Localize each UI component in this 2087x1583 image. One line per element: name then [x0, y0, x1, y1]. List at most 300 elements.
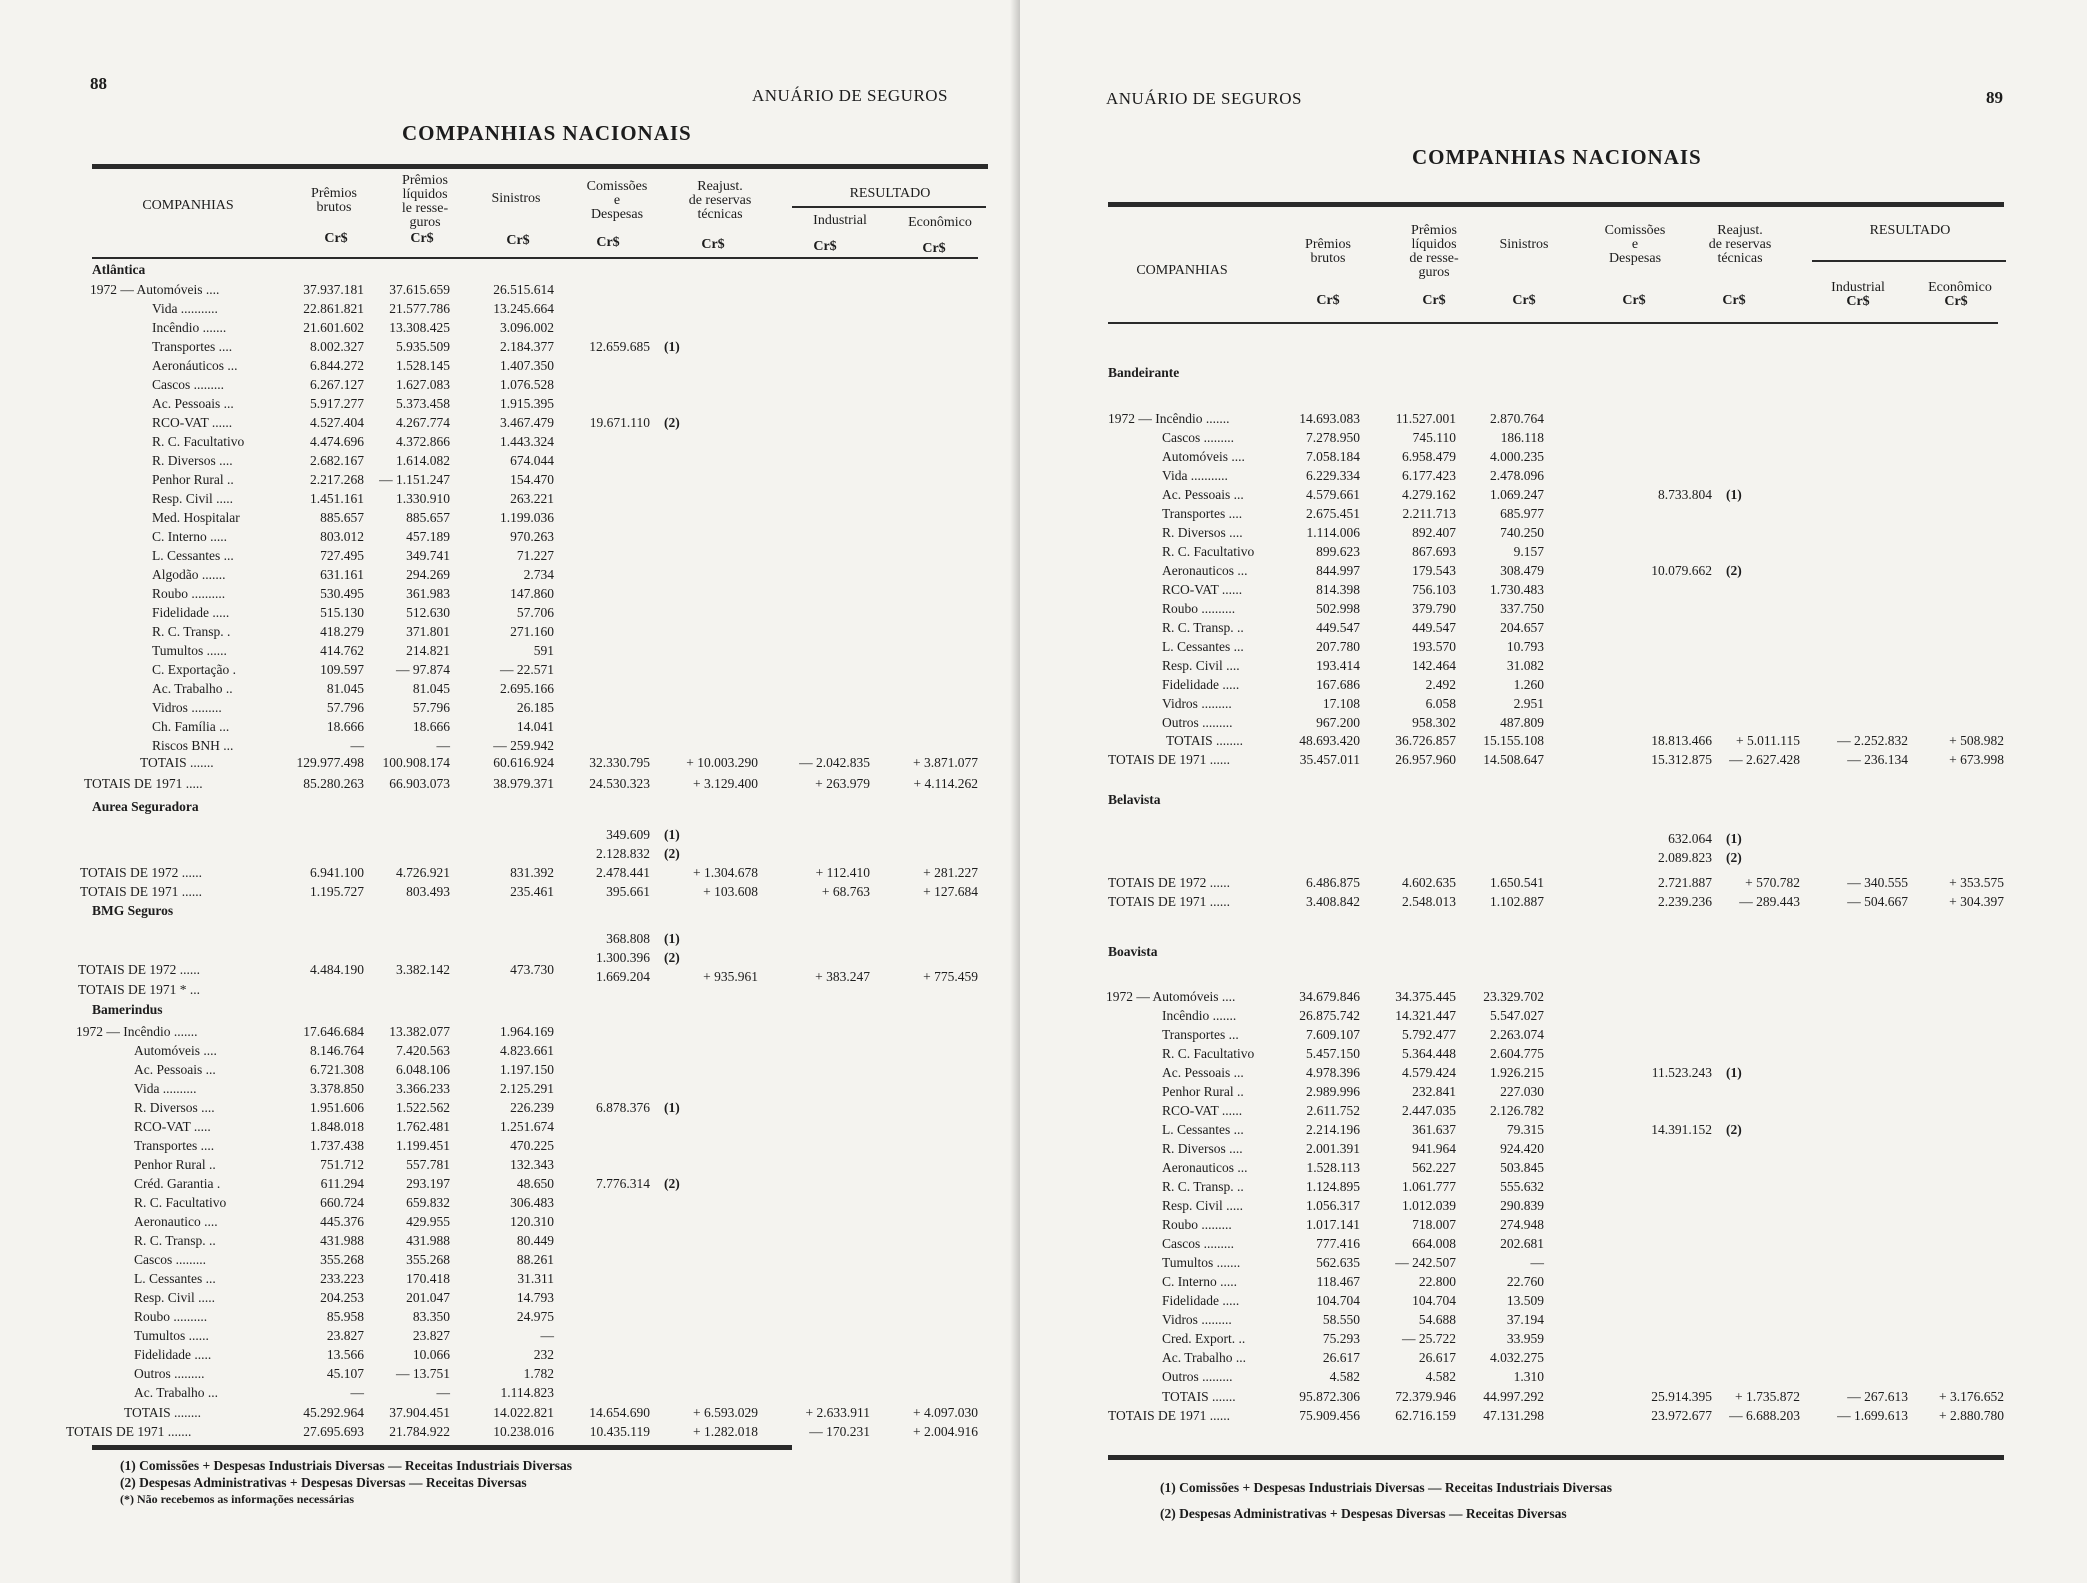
- cell-sinistros: 263.221: [510, 491, 554, 506]
- cell-premios-liquidos: 4.267.774: [396, 415, 450, 430]
- row-label: L. Cessantes ...: [1162, 639, 1244, 654]
- cell-comissoes: 11.523.243: [1651, 1065, 1712, 1080]
- cell-industrial: — 236.134: [1847, 752, 1908, 767]
- cell-sinistros: 591: [533, 643, 554, 658]
- cell-sinistros: 88.261: [516, 1252, 554, 1267]
- footnote-2: (2) Despesas Administrativas + Despesas Diversas — Receitas Diversas: [120, 1475, 527, 1490]
- cell-premios-liquidos: 379.790: [1412, 601, 1456, 616]
- cell-premios-brutos: 4.474.696: [310, 434, 364, 449]
- col-head-economico: Econômico: [908, 215, 972, 230]
- cell-industrial: + 112.410: [815, 865, 870, 880]
- cell-comissoes: 14.391.152: [1651, 1122, 1712, 1137]
- cell-premios-liquidos: 232.841: [1412, 1084, 1456, 1099]
- row-label: Tumultos ......: [152, 643, 227, 658]
- row-label: Ac. Pessoais ...: [152, 396, 234, 411]
- cell-premios-brutos: 2.675.451: [1306, 506, 1360, 521]
- row-label: R. C. Transp. ..: [1162, 620, 1244, 635]
- cell-sinistros: 33.959: [1506, 1331, 1544, 1346]
- cell-sinistros: 227.030: [1500, 1084, 1544, 1099]
- currency-label: Cr$: [813, 239, 837, 254]
- cell-economico: + 508.982: [1949, 733, 2004, 748]
- cell-comissoes: 2.239.236: [1658, 894, 1712, 909]
- row-label: Fidelidade .....: [152, 605, 230, 620]
- cell-economico: + 2.880.780: [1939, 1408, 2004, 1423]
- cell-industrial: — 340.555: [1847, 875, 1908, 890]
- cell-sinistros: 674.044: [510, 453, 554, 468]
- cell-premios-brutos: 204.253: [320, 1290, 364, 1305]
- header-rule-bottom: [1108, 322, 1998, 324]
- cell-sinistros: 924.420: [1500, 1141, 1544, 1156]
- row-label: Vidros .........: [1162, 696, 1232, 711]
- cell-premios-brutos: 1.848.018: [310, 1119, 364, 1134]
- cell-premios-brutos: 1.114.006: [1306, 525, 1360, 540]
- cell-sinistros: 274.948: [1500, 1217, 1544, 1232]
- cell-sinistros: 2.263.074: [1490, 1027, 1544, 1042]
- cell-premios-brutos: 23.827: [326, 1328, 364, 1343]
- cell-sinistros: 26.185: [516, 700, 554, 715]
- cell-premios-liquidos: 37.615.659: [389, 282, 450, 297]
- cell-reajust: — 6.688.203: [1729, 1408, 1800, 1423]
- row-label: Resp. Civil .....: [152, 491, 234, 506]
- row-label: RCO-VAT .....: [134, 1119, 211, 1134]
- cell-sinistros: 79.315: [1506, 1122, 1544, 1137]
- footnote-ref: (2): [664, 415, 680, 430]
- footnote-ref: (1): [664, 1100, 680, 1115]
- cell-premios-brutos: 57.796: [326, 700, 364, 715]
- cell-premios-liquidos: 294.269: [406, 567, 450, 582]
- col-head-premios-liquidos: Prêmios líquidos de resse- guros: [1409, 223, 1459, 280]
- cell-premios-brutos: 18.666: [326, 719, 364, 734]
- cell-premios-brutos: 7.609.107: [1306, 1027, 1360, 1042]
- cell-premios-brutos: 611.294: [320, 1176, 364, 1191]
- cell-premios-brutos: 26.875.742: [1299, 1008, 1360, 1023]
- currency-label: Cr$: [506, 233, 530, 248]
- cell-sinistros: 685.977: [1500, 506, 1544, 521]
- row-label: Resp. Civil ....: [1162, 658, 1240, 673]
- cell-reajust: + 570.782: [1745, 875, 1800, 890]
- cell-sinistros: 2.695.166: [500, 681, 554, 696]
- footnote-ref: (1): [664, 827, 680, 842]
- page-number: 89: [1986, 88, 2003, 107]
- cell-sinistros: 1.407.350: [500, 358, 554, 373]
- cell-sinistros: 2.184.377: [500, 339, 554, 354]
- row-label: R. C. Facultativo: [134, 1195, 227, 1210]
- row-label: Aeronauticos ...: [1162, 563, 1248, 578]
- cell-premios-liquidos: 512.630: [406, 605, 450, 620]
- cell-premios-liquidos: 958.302: [1412, 715, 1456, 730]
- cell-sinistros: 37.194: [1506, 1312, 1544, 1327]
- cell-sinistros: 14.508.647: [1483, 752, 1544, 767]
- cell-sinistros: 48.650: [516, 1176, 554, 1191]
- cell-premios-liquidos: 66.903.073: [389, 776, 450, 791]
- cell-premios-liquidos: 83.350: [412, 1309, 450, 1324]
- cell-premios-brutos: 803.012: [320, 529, 364, 544]
- cell-reajust: + 5.011.115: [1736, 733, 1800, 748]
- left-page: [0, 0, 1020, 1583]
- cell-sinistros: 120.310: [510, 1214, 554, 1229]
- cell-sinistros: —: [540, 1328, 554, 1343]
- cell-sinistros: 71.227: [516, 548, 554, 563]
- cell-premios-liquidos: 22.800: [1418, 1274, 1456, 1289]
- cell-premios-brutos: 22.861.821: [303, 301, 364, 316]
- row-label: R. C. Transp. ..: [1162, 1179, 1244, 1194]
- cell-industrial: — 1.699.613: [1837, 1408, 1908, 1423]
- cell-comissoes: 15.312.875: [1651, 752, 1712, 767]
- row-label: L. Cessantes ...: [152, 548, 234, 563]
- cell-premios-brutos: 1.124.895: [1306, 1179, 1360, 1194]
- cell-sinistros: 290.839: [1500, 1198, 1544, 1213]
- row-label: C. Interno .....: [1162, 1274, 1237, 1289]
- cell-sinistros: 235.461: [510, 884, 554, 899]
- cell-premios-brutos: 14.693.083: [1299, 411, 1360, 426]
- cell-premios-liquidos: 21.577.786: [389, 301, 450, 316]
- footnote-ref: (1): [664, 931, 680, 946]
- row-label: Vidros .........: [1162, 1312, 1232, 1327]
- cell-premios-liquidos: 13.308.425: [389, 320, 450, 335]
- cell-sinistros: 24.975: [516, 1309, 554, 1324]
- cell-premios-liquidos: 1.061.777: [1402, 1179, 1456, 1194]
- col-head-premios-brutos: Prêmios brutos: [311, 186, 357, 215]
- cell-sinistros: 1.069.247: [1490, 487, 1544, 502]
- cell-sinistros: 13.245.664: [493, 301, 554, 316]
- cell-sinistros: 202.681: [1500, 1236, 1544, 1251]
- cell-premios-brutos: 777.416: [1316, 1236, 1360, 1251]
- totals-label: TOTAIS DE 1971 * ...: [78, 982, 201, 997]
- cell-reajust: + 1.304.678: [693, 865, 758, 880]
- cell-premios-brutos: 48.693.420: [1299, 733, 1360, 748]
- cell-premios-brutos: 8.002.327: [310, 339, 364, 354]
- cell-sinistros: 740.250: [1500, 525, 1544, 540]
- cell-premios-liquidos: 4.579.424: [1402, 1065, 1456, 1080]
- totals-label: TOTAIS DE 1971 ......: [1108, 1408, 1231, 1423]
- cell-sinistros: —: [1530, 1255, 1544, 1270]
- cell-premios-brutos: 109.597: [320, 662, 364, 677]
- cell-premios-brutos: 104.704: [1316, 1293, 1360, 1308]
- cell-reajust: — 2.627.428: [1729, 752, 1800, 767]
- cell-premios-brutos: 530.495: [320, 586, 364, 601]
- row-label: Fidelidade .....: [1162, 677, 1240, 692]
- cell-sinistros: 232: [533, 1347, 554, 1362]
- row-label: Cascos .........: [1162, 430, 1234, 445]
- cell-premios-liquidos: 431.988: [406, 1233, 450, 1248]
- footnote-ref: (2): [1726, 563, 1742, 578]
- footnote-ref: (2): [664, 1176, 680, 1191]
- cell-premios-brutos: 562.635: [1316, 1255, 1360, 1270]
- cell-sinistros: 970.263: [510, 529, 554, 544]
- cell-premios-brutos: 449.547: [1316, 620, 1360, 635]
- cell-reajust: + 6.593.029: [693, 1405, 758, 1420]
- cell-economico: + 127.684: [923, 884, 978, 899]
- row-label: C. Interno .....: [152, 529, 227, 544]
- cell-premios-brutos: 4.579.661: [1306, 487, 1360, 502]
- cell-premios-brutos: 1.451.161: [310, 491, 364, 506]
- totals-label: TOTAIS .......: [140, 755, 214, 770]
- cell-sinistros: 60.616.924: [493, 755, 554, 770]
- footer-rule: [92, 1445, 792, 1450]
- cell-sinistros: 487.809: [1500, 715, 1544, 730]
- cell-sinistros: 9.157: [1513, 544, 1544, 559]
- cell-sinistros: 1.310: [1513, 1369, 1544, 1384]
- cell-premios-liquidos: 170.418: [406, 1271, 450, 1286]
- resultado-rule: [1812, 260, 2006, 262]
- cell-premios-brutos: 17.646.684: [303, 1024, 364, 1039]
- cell-premios-liquidos: — 13.751: [396, 1366, 450, 1381]
- cell-sinistros: 1.964.169: [500, 1024, 554, 1039]
- cell-industrial: — 267.613: [1847, 1389, 1908, 1404]
- cell-premios-brutos: 193.414: [1316, 658, 1360, 673]
- cell-sinistros: 80.449: [516, 1233, 554, 1248]
- cell-premios-liquidos: 3.366.233: [396, 1081, 450, 1096]
- cell-premios-brutos: 34.679.846: [1299, 989, 1360, 1004]
- row-label: Ac. Trabalho ...: [1162, 1350, 1246, 1365]
- cell-premios-brutos: 45.292.964: [303, 1405, 364, 1420]
- cell-premios-liquidos: 1.522.562: [396, 1100, 450, 1115]
- cell-premios-brutos: 2.611.752: [1306, 1103, 1360, 1118]
- cell-industrial: — 2.252.832: [1837, 733, 1908, 748]
- cell-sinistros: 1.251.674: [500, 1119, 554, 1134]
- cell-comissoes: 10.435.119: [589, 1424, 650, 1439]
- row-label: Roubo .........: [1162, 1217, 1232, 1232]
- cell-comissoes: 8.733.804: [1658, 487, 1712, 502]
- row-label: RCO-VAT ......: [1162, 582, 1243, 597]
- cell-premios-liquidos: 62.716.159: [1395, 1408, 1456, 1423]
- header-rule-top: [1108, 202, 2004, 207]
- totals-label: TOTAIS DE 1972 ......: [78, 962, 201, 977]
- totals-label: TOTAIS ........: [124, 1405, 202, 1420]
- cell-premios-liquidos: 756.103: [1412, 582, 1456, 597]
- cell-premios-liquidos: 179.543: [1412, 563, 1456, 578]
- col-head-companhias: COMPANHIAS: [1136, 263, 1228, 278]
- currency-label: Cr$: [596, 235, 620, 250]
- cell-sinistros: 3.096.002: [500, 320, 554, 335]
- cell-premios-brutos: 7.278.950: [1306, 430, 1360, 445]
- cell-premios-liquidos: 72.379.946: [1395, 1389, 1456, 1404]
- row-label: R. C. Transp. ..: [134, 1233, 216, 1248]
- cell-reajust: + 3.129.400: [693, 776, 758, 791]
- cell-sinistros: — 22.571: [500, 662, 554, 677]
- cell-economico: + 353.575: [1949, 875, 2004, 890]
- resultado-rule: [792, 206, 986, 208]
- cell-comissoes: 7.776.314: [596, 1176, 650, 1191]
- page-number: 88: [90, 74, 107, 93]
- cell-premios-brutos: 6.721.308: [310, 1062, 364, 1077]
- cell-sinistros: 503.845: [1500, 1160, 1544, 1175]
- cell-sinistros: 2.478.096: [1490, 468, 1544, 483]
- row-label: R. C. Transp. .: [152, 624, 231, 639]
- cell-premios-brutos: 1.017.141: [1306, 1217, 1360, 1232]
- cell-premios-liquidos: 7.420.563: [396, 1043, 450, 1058]
- cell-sinistros: 22.760: [1506, 1274, 1544, 1289]
- cell-premios-brutos: 21.601.602: [303, 320, 364, 335]
- cell-comissoes: 24.530.323: [589, 776, 650, 791]
- footnote-ref: (2): [664, 846, 680, 861]
- cell-sinistros: 57.706: [516, 605, 554, 620]
- cell-industrial: — 2.042.835: [799, 755, 870, 770]
- cell-premios-brutos: 414.762: [320, 643, 364, 658]
- row-label: C. Exportação .: [152, 662, 236, 677]
- cell-comissoes: 368.808: [606, 931, 650, 946]
- cell-sinistros: 147.860: [510, 586, 554, 601]
- totals-label: TOTAIS DE 1971 .....: [84, 776, 203, 791]
- cell-premios-liquidos: 892.407: [1412, 525, 1456, 540]
- running-head: ANUÁRIO DE SEGUROS: [752, 86, 949, 105]
- currency-label: Cr$: [922, 241, 946, 256]
- company-name: BMG Seguros: [92, 903, 174, 918]
- running-head: ANUÁRIO DE SEGUROS: [1106, 89, 1303, 108]
- cell-premios-brutos: 885.657: [320, 510, 364, 525]
- cell-reajust: + 1.735.872: [1735, 1389, 1800, 1404]
- row-label: R. C. Facultativo: [1162, 1046, 1255, 1061]
- currency-label: Cr$: [1512, 293, 1536, 308]
- cell-comissoes: 18.813.466: [1651, 733, 1712, 748]
- cell-sinistros: 14.793: [516, 1290, 554, 1305]
- cell-sinistros: 2.870.764: [1490, 411, 1544, 426]
- cell-premios-liquidos: —: [436, 1385, 450, 1400]
- company-name: Boavista: [1108, 944, 1158, 959]
- row-label: Roubo ..........: [152, 586, 226, 601]
- cell-economico: + 4.097.030: [913, 1405, 978, 1420]
- page-title: COMPANHIAS NACIONAIS: [402, 121, 692, 145]
- row-label: Vida ..........: [134, 1081, 197, 1096]
- cell-premios-liquidos: 6.177.423: [1402, 468, 1456, 483]
- cell-premios-brutos: 45.107: [326, 1366, 364, 1381]
- currency-label: Cr$: [1846, 294, 1870, 309]
- cell-premios-brutos: 27.695.693: [303, 1424, 364, 1439]
- cell-premios-brutos: 3.408.842: [1306, 894, 1360, 909]
- cell-premios-brutos: 431.988: [320, 1233, 364, 1248]
- cell-premios-brutos: 5.457.150: [1306, 1046, 1360, 1061]
- cell-sinistros: 1.926.215: [1490, 1065, 1544, 1080]
- cell-premios-liquidos: 4.726.921: [396, 865, 450, 880]
- col-head-sinistros: Sinistros: [1499, 237, 1549, 252]
- company-name: Bamerindus: [92, 1002, 163, 1017]
- row-label: Fidelidade .....: [1162, 1293, 1240, 1308]
- cell-sinistros: 26.515.614: [493, 282, 554, 297]
- row-label: R. Diversos ....: [1162, 525, 1243, 540]
- cell-industrial: — 170.231: [809, 1424, 870, 1439]
- row-label: Aeronautico ....: [134, 1214, 218, 1229]
- cell-comissoes: 25.914.395: [1651, 1389, 1712, 1404]
- cell-sinistros: 831.392: [510, 865, 554, 880]
- row-label: Outros .........: [1162, 1369, 1233, 1384]
- row-label: Roubo ..........: [134, 1309, 208, 1324]
- cell-premios-liquidos: 6.048.106: [396, 1062, 450, 1077]
- row-label: Resp. Civil .....: [134, 1290, 216, 1305]
- cell-premios-liquidos: 457.189: [406, 529, 450, 544]
- cell-premios-brutos: 3.378.850: [310, 1081, 364, 1096]
- cell-premios-brutos: 1.056.317: [1306, 1198, 1360, 1213]
- cell-sinistros: 15.155.108: [1483, 733, 1544, 748]
- cell-sinistros: 204.657: [1500, 620, 1544, 635]
- cell-premios-brutos: 26.617: [1322, 1350, 1360, 1365]
- cell-premios-liquidos: 1.528.145: [396, 358, 450, 373]
- cell-sinistros: 47.131.298: [1483, 1408, 1544, 1423]
- cell-premios-brutos: 4.484.190: [310, 962, 364, 977]
- row-label: Cascos .........: [152, 377, 224, 392]
- cell-industrial: + 263.979: [815, 776, 870, 791]
- cell-premios-liquidos: 201.047: [406, 1290, 450, 1305]
- cell-premios-liquidos: 371.801: [406, 624, 450, 639]
- cell-economico: + 2.004.916: [913, 1424, 978, 1439]
- currency-label: Cr$: [324, 231, 348, 246]
- cell-premios-liquidos: 429.955: [406, 1214, 450, 1229]
- col-head-reajust: Reajust. de reservas técnicas: [688, 179, 752, 222]
- cell-premios-liquidos: 100.908.174: [382, 755, 450, 770]
- row-label: Cascos .........: [1162, 1236, 1234, 1251]
- row-label: Transportes ....: [134, 1138, 215, 1153]
- row-label: Transportes ....: [1162, 506, 1243, 521]
- row-label: Tumultos .......: [1162, 1255, 1241, 1270]
- cell-premios-brutos: 129.977.498: [296, 755, 364, 770]
- cell-premios-liquidos: 11.527.001: [1395, 411, 1456, 426]
- cell-sinistros: 2.604.775: [1490, 1046, 1544, 1061]
- cell-premios-liquidos: 5.373.458: [396, 396, 450, 411]
- cell-sinistros: 1.443.324: [500, 434, 554, 449]
- cell-premios-liquidos: 10.066: [412, 1347, 450, 1362]
- cell-sinistros: 2.125.291: [500, 1081, 554, 1096]
- company-name: Bandeirante: [1108, 365, 1180, 380]
- cell-premios-liquidos: 745.110: [1412, 430, 1456, 445]
- cell-premios-brutos: 445.376: [320, 1214, 364, 1229]
- cell-premios-liquidos: 6.958.479: [1402, 449, 1456, 464]
- cell-sinistros: 5.547.027: [1490, 1008, 1544, 1023]
- cell-premios-liquidos: 214.821: [406, 643, 450, 658]
- cell-premios-brutos: 17.108: [1322, 696, 1360, 711]
- cell-sinistros: 1.782: [523, 1366, 554, 1381]
- cell-comissoes: 12.659.685: [589, 339, 650, 354]
- row-label: Ac. Pessoais ...: [134, 1062, 216, 1077]
- row-label: Tumultos ......: [134, 1328, 209, 1343]
- cell-premios-liquidos: 81.045: [412, 681, 450, 696]
- cell-sinistros: 1.915.395: [500, 396, 554, 411]
- cell-economico: + 775.459: [923, 969, 978, 984]
- totals-label: TOTAIS DE 1971 ......: [80, 884, 203, 899]
- cell-reajust: + 10.003.290: [686, 755, 758, 770]
- cell-comissoes: 632.064: [1668, 831, 1712, 846]
- cell-comissoes: 2.478.441: [596, 865, 650, 880]
- cell-sinistros: 2.126.782: [1490, 1103, 1544, 1118]
- cell-premios-liquidos: 36.726.857: [1395, 733, 1456, 748]
- cell-comissoes: 6.878.376: [596, 1100, 650, 1115]
- cell-premios-brutos: 899.623: [1316, 544, 1360, 559]
- row-label: Vida ...........: [1162, 468, 1228, 483]
- row-label: Penhor Rural ..: [134, 1157, 216, 1172]
- cell-premios-liquidos: 104.704: [1412, 1293, 1456, 1308]
- cell-premios-liquidos: 5.364.448: [1402, 1046, 1456, 1061]
- cell-premios-brutos: 1.195.727: [310, 884, 364, 899]
- cell-economico: + 3.871.077: [913, 755, 978, 770]
- footnote-ref: (1): [664, 339, 680, 354]
- col-head-resultado: RESULTADO: [1869, 223, 1951, 238]
- cell-sinistros: 1.199.036: [500, 510, 554, 525]
- row-label: 1972 — Automóveis ....: [90, 282, 220, 297]
- cell-premios-brutos: 37.937.181: [303, 282, 364, 297]
- cell-premios-brutos: 4.527.404: [310, 415, 364, 430]
- cell-premios-brutos: 1.737.438: [310, 1138, 364, 1153]
- cell-premios-liquidos: 2.211.713: [1402, 506, 1456, 521]
- row-label: 1972 — Automóveis ....: [1106, 989, 1236, 1004]
- row-label: 1972 — Incêndio .......: [1108, 411, 1230, 426]
- cell-premios-brutos: 207.780: [1316, 639, 1360, 654]
- cell-sinistros: 473.730: [510, 962, 554, 977]
- cell-premios-brutos: —: [350, 738, 364, 753]
- cell-sinistros: 10.793: [1506, 639, 1544, 654]
- cell-premios-brutos: 8.146.764: [310, 1043, 364, 1058]
- cell-sinistros: 1.102.887: [1490, 894, 1544, 909]
- cell-comissoes: 349.609: [606, 827, 650, 842]
- cell-premios-liquidos: 4.582: [1425, 1369, 1456, 1384]
- row-label: Cascos .........: [134, 1252, 206, 1267]
